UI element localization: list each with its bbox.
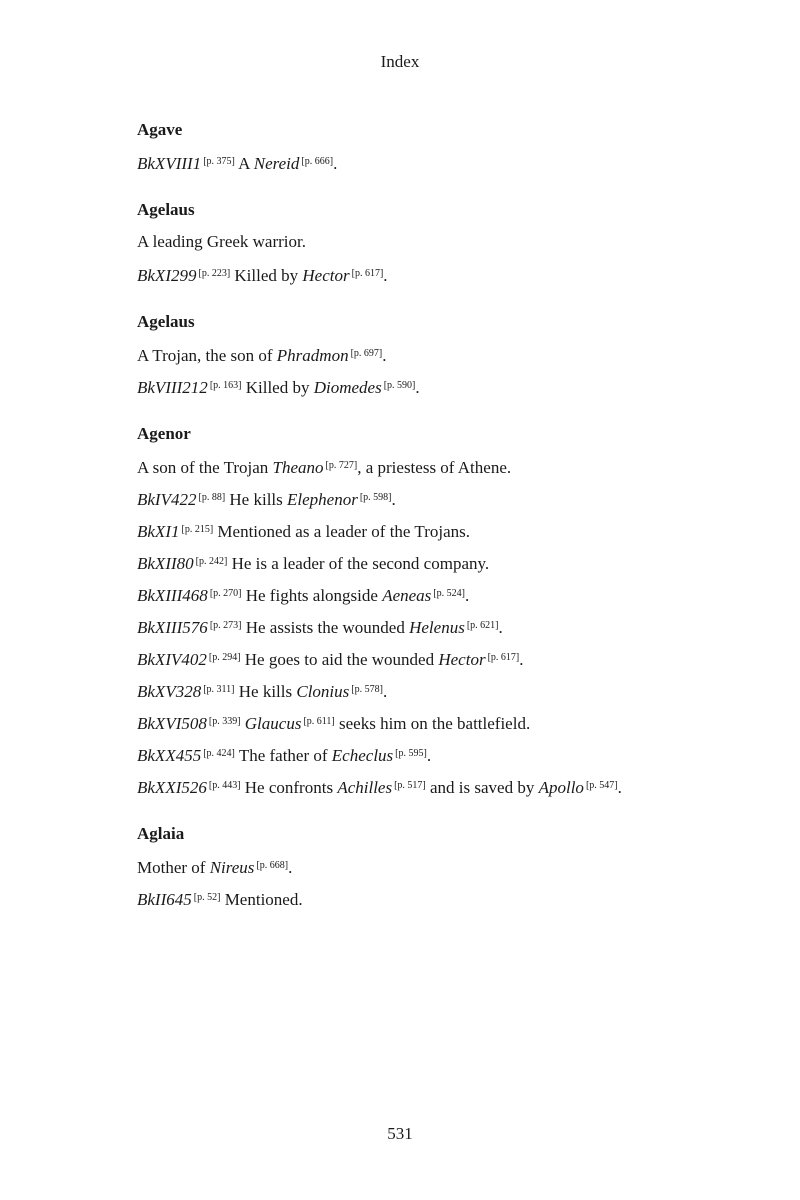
page-reference: [p. 668] (256, 860, 289, 871)
entry-line (137, 711, 757, 733)
entry-text: and is saved by (425, 778, 539, 797)
book-reference-link[interactable]: Apollo (538, 778, 584, 797)
book-reference-link[interactable]: BkXI299 (137, 266, 197, 285)
entry-line (137, 551, 757, 573)
index-entry (137, 119, 757, 173)
entry-line (137, 151, 757, 173)
entry-title: Aglaia (137, 824, 185, 843)
index-entry (137, 423, 757, 797)
index-entry (137, 199, 757, 285)
entry-text: The father of (234, 746, 332, 765)
entry-line (137, 519, 757, 541)
book-reference-link[interactable]: Glaucus (244, 714, 302, 733)
page-reference: [p. 223] (198, 268, 231, 279)
book-reference-link[interactable]: BkXI1 (137, 522, 180, 541)
entry-line (137, 855, 757, 877)
entry-line (137, 647, 757, 669)
entry-line (137, 231, 757, 253)
book-reference-link[interactable]: BkIV422 (137, 490, 197, 509)
entry-text: . (383, 266, 388, 285)
entry-text: He fights alongside (241, 586, 383, 605)
page-reference: [p. 311] (203, 684, 235, 695)
page-reference: [p. 294] (208, 652, 241, 663)
entry-line (137, 375, 757, 397)
entry-text: . (464, 586, 470, 605)
page-reference: [p. 611] (303, 716, 335, 727)
page-reference: [p. 617] (487, 652, 520, 663)
book-reference-link[interactable]: BkXIV402 (137, 650, 207, 669)
book-reference-link[interactable]: Diomedes (313, 378, 382, 397)
book-reference-link[interactable]: BkVIII212 (137, 378, 208, 397)
page-reference: [p. 524] (433, 588, 465, 599)
entry-text: . (391, 490, 396, 509)
page-reference: [p. 666] (301, 156, 334, 167)
book-reference-link[interactable]: Achilles (337, 778, 393, 797)
page-reference: [p. 270] (209, 588, 242, 599)
entry-text: . (288, 858, 293, 877)
entry-text: He goes to aid the wounded (240, 650, 439, 669)
entry-text: Killed by (241, 378, 314, 397)
entry-text: Mother of (137, 858, 210, 877)
entry-text: He kills (234, 682, 297, 701)
entry-line (137, 583, 757, 605)
book-reference-link[interactable]: Nereid (253, 154, 300, 173)
page-reference: [p. 443] (208, 780, 241, 791)
book-reference-link[interactable]: Hector (302, 266, 350, 285)
index-entry (137, 823, 757, 909)
book-reference-link[interactable]: BkXX455 (137, 746, 202, 765)
entry-text: A son of the Trojan (137, 458, 273, 477)
entry-line (137, 887, 757, 909)
book-reference-link[interactable]: Echeclus (331, 746, 394, 765)
index-entry (137, 311, 757, 397)
book-reference-link[interactable]: Theano (272, 458, 324, 477)
book-reference-link[interactable]: Clonius (296, 682, 350, 701)
page-reference: [p. 621] (466, 620, 499, 631)
page-reference: [p. 598] (359, 492, 392, 503)
entry-text: seeks him on the battlefield. (334, 714, 531, 733)
book-reference-link[interactable]: Elephenor (287, 490, 358, 509)
entry-text: . (382, 682, 388, 701)
page-reference: [p. 697] (350, 348, 383, 359)
page-reference: [p. 273] (209, 620, 242, 631)
entry-line (137, 487, 757, 509)
page-reference: [p. 163] (209, 380, 242, 391)
book-reference-link[interactable]: Phradmon (276, 346, 349, 365)
book-reference-link[interactable]: BkXVI508 (137, 714, 207, 733)
page-reference: [p. 52] (193, 892, 221, 903)
entry-text: A (234, 154, 254, 173)
entry-text: He is a leader of the second company. (227, 554, 490, 573)
book-reference-link[interactable]: BkXII80 (137, 554, 194, 573)
book-reference-link[interactable]: BkII645 (137, 890, 192, 909)
entry-text: Mentioned as a leader of the Trojans. (213, 522, 470, 541)
entry-text: He confronts (240, 778, 338, 797)
entry-text: . (415, 378, 420, 397)
entry-text: He assists the wounded (241, 618, 410, 637)
book-reference-link[interactable]: BkXXI526 (137, 778, 207, 797)
page-reference: [p. 88] (198, 492, 226, 503)
entry-title: Agelaus (137, 312, 195, 331)
page-reference: [p. 215] (181, 524, 214, 535)
page-reference: [p. 547] (585, 780, 618, 791)
page-number: 531 (387, 1124, 413, 1143)
entry-title: Agenor (137, 424, 191, 443)
entry-text: , a priestess of Athene. (357, 458, 512, 477)
book-reference-link[interactable]: Helenus (409, 618, 465, 637)
book-reference-link[interactable]: Hector (438, 650, 486, 669)
entry-line (137, 679, 757, 701)
entry-text: . (519, 650, 524, 669)
page-reference: [p. 590] (383, 380, 416, 391)
book-reference-link[interactable]: Nireus (209, 858, 255, 877)
entry-text: . (382, 346, 387, 365)
book-reference-link[interactable]: BkXV328 (137, 682, 202, 701)
entry-line (137, 743, 757, 765)
entry-text: Mentioned. (220, 890, 303, 909)
entry-text: A Trojan, the son of (137, 346, 277, 365)
entry-text: . (426, 746, 432, 765)
entry-text: . (617, 778, 622, 797)
entry-text: Killed by (230, 266, 303, 285)
book-reference-link[interactable]: BkXIII576 (137, 618, 208, 637)
book-reference-link[interactable]: BkXVIII1 (137, 154, 202, 173)
page-reference: [p. 339] (208, 716, 241, 727)
page-reference: [p. 517] (394, 780, 426, 791)
entry-line (137, 775, 757, 797)
page-reference: [p. 375] (203, 156, 235, 167)
page-reference: [p. 595] (395, 748, 427, 759)
index-entries (137, 119, 757, 935)
entry-text: . (498, 618, 503, 637)
page-reference: [p. 617] (351, 268, 384, 279)
entry-text: A leading Greek warrior. (137, 232, 306, 251)
page-reference: [p. 424] (203, 748, 235, 759)
entry-line (137, 343, 757, 365)
page-reference: [p. 727] (325, 460, 358, 471)
page-reference: [p. 578] (351, 684, 383, 695)
book-reference-link[interactable]: Aeneas (382, 586, 432, 605)
entry-line (137, 455, 757, 477)
entry-text: . (333, 154, 338, 173)
entry-line (137, 263, 757, 285)
entry-title: Agave (137, 120, 183, 139)
page-reference: [p. 242] (195, 556, 228, 567)
entry-title: Agelaus (137, 200, 195, 219)
running-header: Index (380, 52, 420, 71)
book-reference-link[interactable]: BkXIII468 (137, 586, 208, 605)
entry-text: He kills (225, 490, 288, 509)
entry-line (137, 615, 757, 637)
